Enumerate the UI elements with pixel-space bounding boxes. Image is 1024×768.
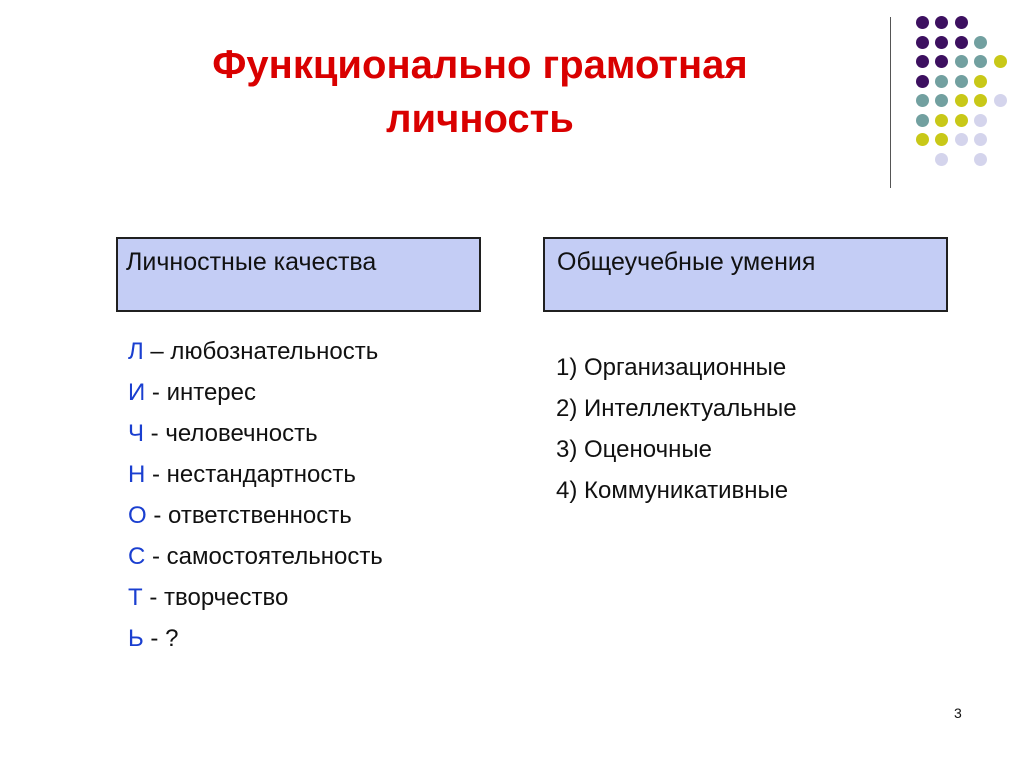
decorative-dot [974,153,987,166]
quality-letter: С [128,543,146,570]
quality-text: - нестандартность [145,461,356,488]
quality-text: - человечность [144,420,318,447]
decorative-dot [974,94,987,107]
quality-text: - самостоятельность [145,543,383,570]
decorative-dot [994,55,1007,68]
skill-item: 1) Организационные [556,354,787,381]
quality-text: - ответственность [146,502,352,529]
slide-title-line-2: личность [386,97,574,141]
quality-item [128,377,383,418]
decorative-dot [994,94,1007,107]
general-skills-label: Общеучебные умения [557,248,816,276]
decorative-dot [974,133,987,146]
decorative-dot [935,36,948,49]
quality-letter: Ь [128,625,144,652]
decorative-dot [935,75,948,88]
skill-item: 4) Коммуникативные [556,477,789,504]
decorative-dot [974,114,987,127]
quality-letter: Н [128,461,146,488]
general-skills-box [543,237,948,312]
page-number: 3 [954,705,962,721]
quality-item [128,336,383,377]
quality-letter: Л [128,338,144,365]
quality-text: - творчество [142,584,289,611]
slide-title-line-1: Функционально грамотная [212,43,748,87]
decorative-dot [955,75,968,88]
decorative-dot [955,36,968,49]
personal-qualities-box [116,237,481,312]
decorative-dot [955,94,968,107]
quality-item [128,459,383,500]
decorative-dot [955,16,968,29]
qualities-list [128,336,383,664]
skill-item: 2) Интеллектуальные [556,395,797,422]
skill-item: 3) Оценочные [556,436,712,463]
decorative-dot [974,75,987,88]
quality-letter: О [128,502,147,529]
quality-item [128,500,383,541]
decorative-dot [916,36,929,49]
decorative-dot [935,153,948,166]
decorative-dot [916,75,929,88]
quality-item [128,582,383,623]
decorative-dot [916,114,929,127]
decorative-dot [916,55,929,68]
personal-qualities-label: Личностные качества [126,248,377,276]
quality-item [128,541,383,582]
skills-list [556,352,797,516]
quality-letter: Т [128,584,143,611]
decorative-dot [974,36,987,49]
decorative-dot [916,16,929,29]
decorative-dot [955,55,968,68]
decorative-dot [935,133,948,146]
decorative-divider-line [890,17,891,188]
decorative-dot [955,133,968,146]
quality-text: - интерес [145,379,257,406]
decorative-dot [935,114,948,127]
slide-title [100,38,860,146]
quality-item [128,623,383,664]
decorative-dot [955,114,968,127]
decorative-dot [974,55,987,68]
decorative-dot [916,94,929,107]
decorative-dot [935,94,948,107]
quality-letter: И [128,379,146,406]
decorative-dot [916,133,929,146]
quality-text: – любознательность [143,338,379,365]
quality-letter: Ч [128,420,144,447]
quality-item [128,418,383,459]
decorative-dot [935,55,948,68]
quality-text: - ? [143,625,179,652]
decorative-dot [935,16,948,29]
